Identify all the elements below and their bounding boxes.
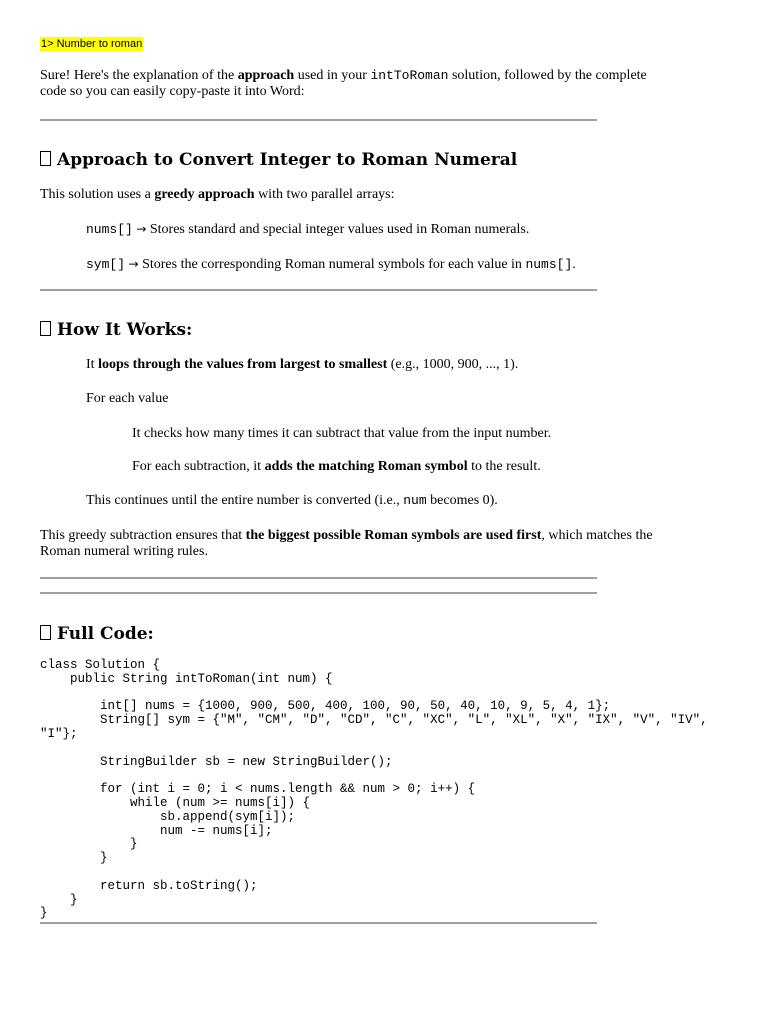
- step-text: to the result.: [467, 459, 541, 474]
- nums-code: nums[]: [525, 257, 573, 272]
- horizontal-rule: [40, 119, 597, 121]
- list-item-sym: [86, 256, 576, 273]
- how-step-3: [86, 493, 498, 509]
- horizontal-rule: [40, 577, 597, 579]
- summary-text-line2: Roman numeral writing rules.: [40, 544, 208, 559]
- step-text: (e.g., 1000, 900, ..., 1).: [387, 357, 519, 372]
- intro-bold: approach: [237, 68, 295, 83]
- how-step-1: [86, 357, 518, 373]
- horizontal-rule: [40, 922, 597, 924]
- how-substep-2: [132, 459, 541, 475]
- intro-text-line2: code so you can easily copy-paste it into Word:: [40, 84, 305, 99]
- lead-bold: greedy approach: [154, 187, 255, 202]
- step-bold: loops through the values from largest to smallest: [98, 357, 388, 372]
- summary-text: This greedy subtraction ensures that: [40, 528, 246, 543]
- intro-code: intToRoman: [370, 68, 449, 83]
- summary-text: , which matches the: [541, 528, 653, 543]
- sym-code: sym[]: [86, 257, 126, 272]
- summary-bold: the biggest possible Roman symbols are used first: [245, 528, 542, 543]
- list-item-nums: [86, 221, 529, 238]
- step-text: This continues until the entire number is converted (i.e.,: [86, 493, 404, 508]
- full-code-block: class Solution { public String intToRoman(int num) { int[] nums = {1000, 900, 500, 400, 100, 90, 50, 40, 10, 9, 5, 4, 1}; String[] sym = {"M", "CM", "D", "CD", "C", "XC", "L", "XL", "X", "IX", "V", "IV", "I"}; StringBuilder sb = new StringBuilder(); for (int i = 0; i < nums.length && num > 0; i++) { while (num >= nums[i]) { sb.append(sym[i]); num -= nums[i]; } } return sb.toString(); } }: [40, 658, 708, 921]
- how-step-2: For each value: [86, 391, 169, 406]
- document-heading-label: 1> Number to roman: [41, 38, 143, 50]
- arrow-icon: →: [136, 222, 147, 236]
- missing-emoji-icon: [40, 151, 51, 166]
- lead-text: with two parallel arrays:: [254, 187, 395, 202]
- section-title-text: How It Works:: [57, 320, 193, 340]
- section-title-text: Full Code:: [57, 624, 154, 644]
- step-bold: adds the matching Roman symbol: [264, 459, 468, 474]
- intro-text: Sure! Here's the explanation of the: [40, 68, 238, 83]
- section-how-title: [40, 320, 192, 340]
- step-text: For each subtraction, it: [132, 459, 265, 474]
- horizontal-rule: [40, 592, 597, 594]
- arrow-icon: →: [128, 257, 139, 271]
- list-item-text: .: [572, 257, 576, 272]
- list-item-text: Stores standard and special integer values used in Roman numerals.: [146, 222, 530, 237]
- how-substep-1: It checks how many times it can subtract that value from the input number.: [132, 426, 552, 441]
- section-code-title: [40, 624, 154, 644]
- horizontal-rule: [40, 289, 597, 291]
- missing-emoji-icon: [40, 321, 51, 336]
- intro-text: solution, followed by the complete: [448, 68, 647, 83]
- section-approach-title: [40, 150, 517, 170]
- lead-text: This solution uses a: [40, 187, 155, 202]
- section-title-text: Approach to Convert Integer to Roman Numeral: [57, 150, 518, 170]
- intro-text: used in your: [294, 68, 371, 83]
- approach-lead: [40, 187, 395, 203]
- missing-emoji-icon: [40, 625, 51, 640]
- how-summary: [40, 528, 740, 560]
- list-item-text: Stores the corresponding Roman numeral symbols for each value in: [138, 257, 526, 272]
- intro-paragraph: [40, 68, 740, 100]
- step-text: It: [86, 357, 99, 372]
- step-text: becomes 0).: [426, 493, 498, 508]
- nums-code: nums[]: [86, 222, 133, 237]
- num-code: num: [403, 493, 427, 508]
